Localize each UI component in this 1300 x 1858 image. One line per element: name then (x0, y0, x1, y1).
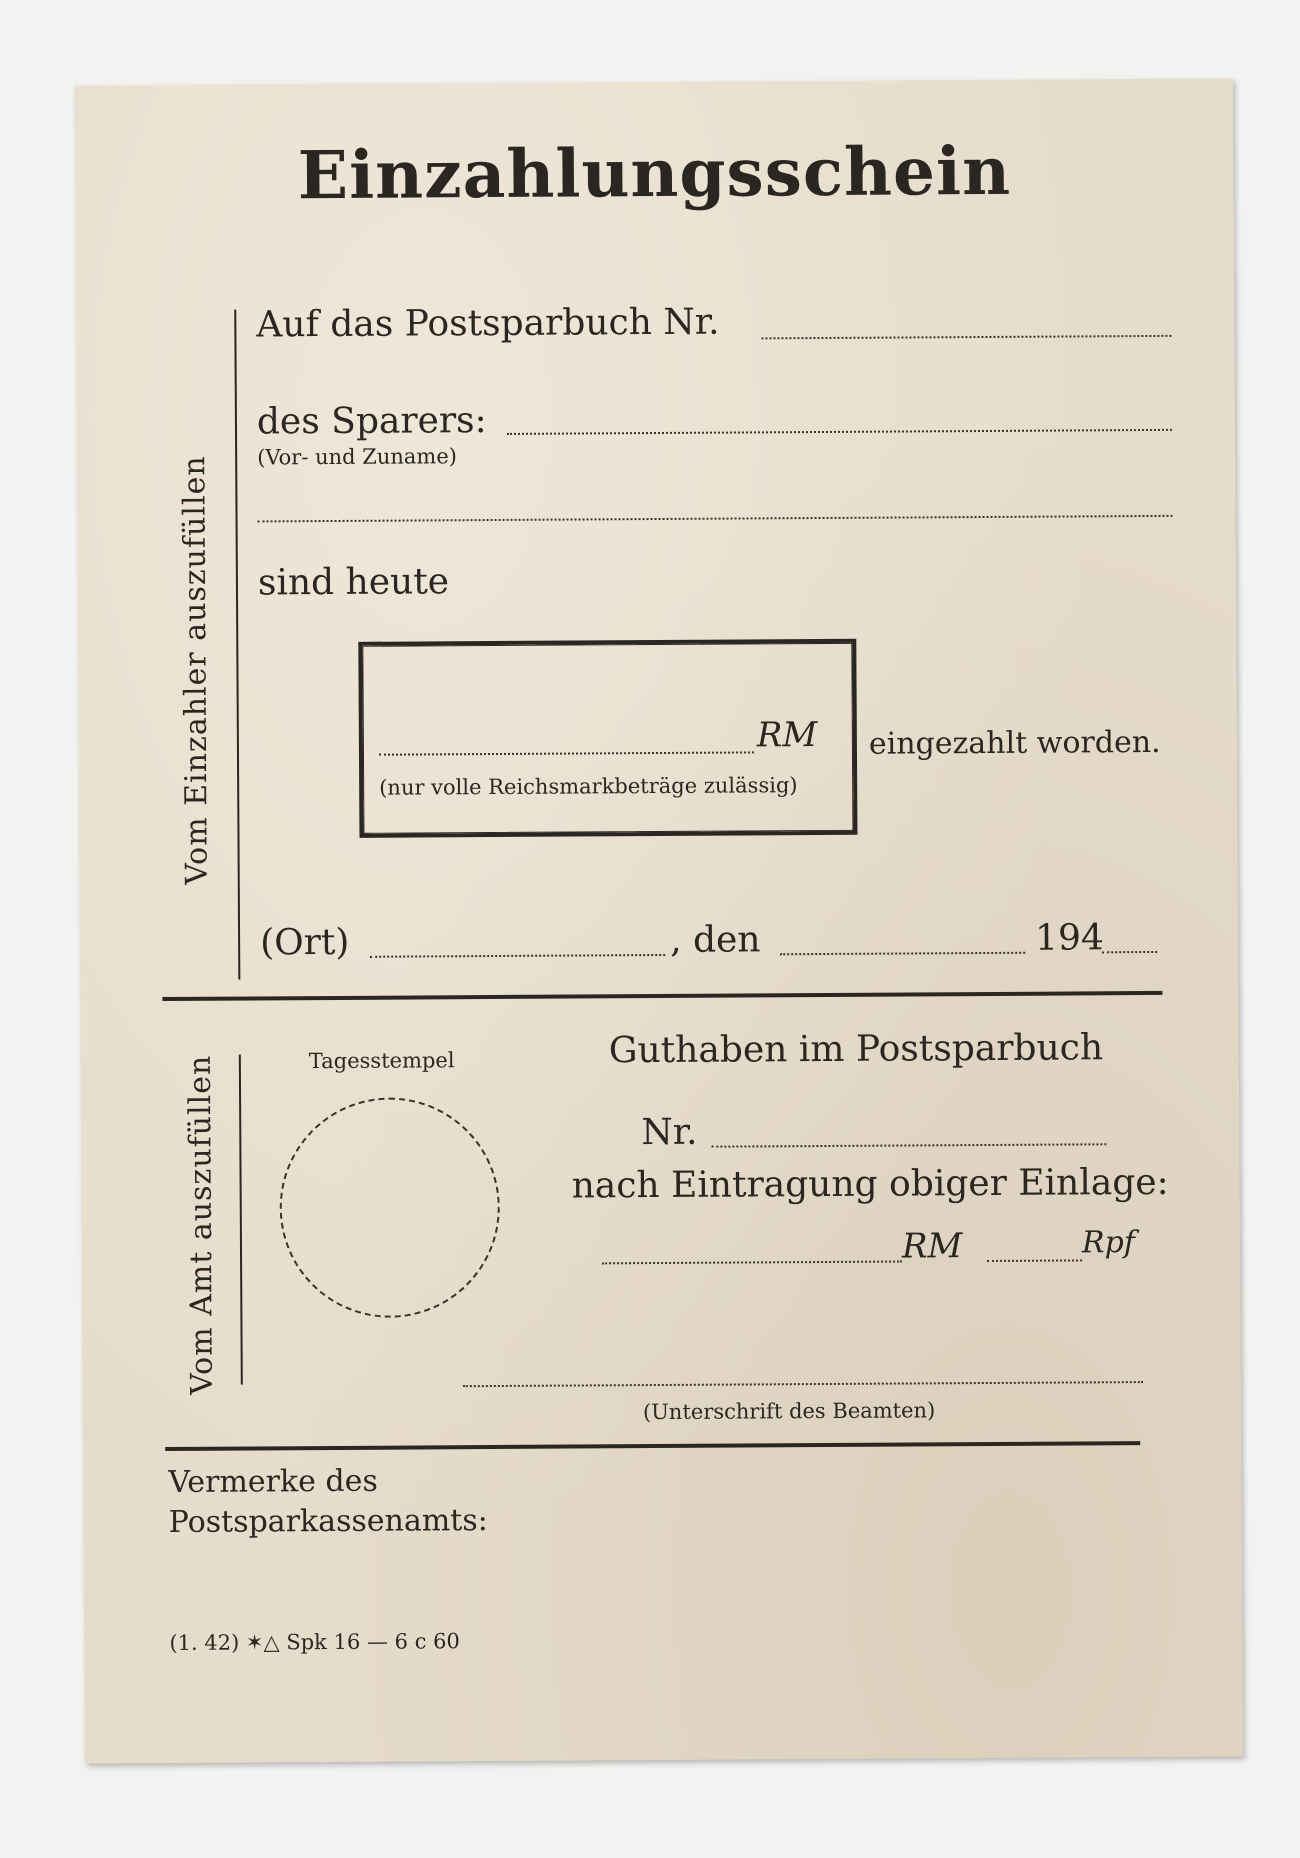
form-code: (1. 42) ✶△ Spk 16 — 6 c 60 (169, 1629, 460, 1656)
balance-currency: RM (901, 1226, 963, 1267)
number-label: Nr. (641, 1111, 698, 1154)
year-field[interactable] (1102, 951, 1157, 953)
notes-label-line1: Vermerke des (168, 1463, 378, 1501)
payer-section-label: Vom Einzahler auszufüllen (177, 455, 215, 885)
balance-heading: Guthaben im Postsparbuch (608, 1027, 1104, 1072)
signature-hint: (Unterschrift des Beamten) (642, 1398, 936, 1425)
signature-field[interactable] (463, 1381, 1143, 1387)
saver-label: des Sparers: (256, 400, 487, 443)
place-label: (Ort) (260, 921, 350, 964)
office-brace (239, 1055, 243, 1385)
date-label: , den (669, 919, 761, 961)
balance-amount-field[interactable] (602, 1261, 902, 1265)
deposit-slip-card (75, 78, 1243, 1763)
saver-hint: (Vor- und Zuname) (257, 444, 457, 470)
balance-subunit: Rpf (1081, 1225, 1135, 1261)
amount-currency: RM (756, 715, 818, 756)
amount-hint: (nur volle Reichsmarkbeträge zulässig) (379, 773, 798, 800)
passbook-number-field[interactable] (761, 335, 1171, 340)
deposited-text: eingezahlt worden. (868, 724, 1161, 762)
office-section-label: Vom Amt auszufüllen (182, 1054, 220, 1395)
saver-name-field[interactable] (507, 429, 1172, 435)
after-entry-label: nach Eintragung obiger Einlage: (571, 1161, 1169, 1207)
saver-name-field-line2[interactable] (258, 515, 1173, 523)
payer-brace (234, 310, 240, 980)
today-label: sind heute (257, 561, 450, 604)
balance-number-field[interactable] (711, 1143, 1106, 1147)
passbook-number-label: Auf das Postsparbuch Nr. (256, 301, 720, 346)
stamp-circle (279, 1097, 500, 1318)
section-divider (162, 991, 1162, 1001)
balance-subunit-field[interactable] (987, 1259, 1082, 1262)
notes-label-line2: Postsparkassenamts: (168, 1503, 488, 1541)
date-field[interactable] (780, 952, 1025, 955)
stamp-label: Tagesstempel (308, 1048, 455, 1074)
notes-divider (165, 1441, 1140, 1451)
form-title: Einzahlungsschein (297, 131, 1012, 215)
place-field[interactable] (370, 954, 665, 958)
year-prefix: 194 (1034, 917, 1104, 959)
